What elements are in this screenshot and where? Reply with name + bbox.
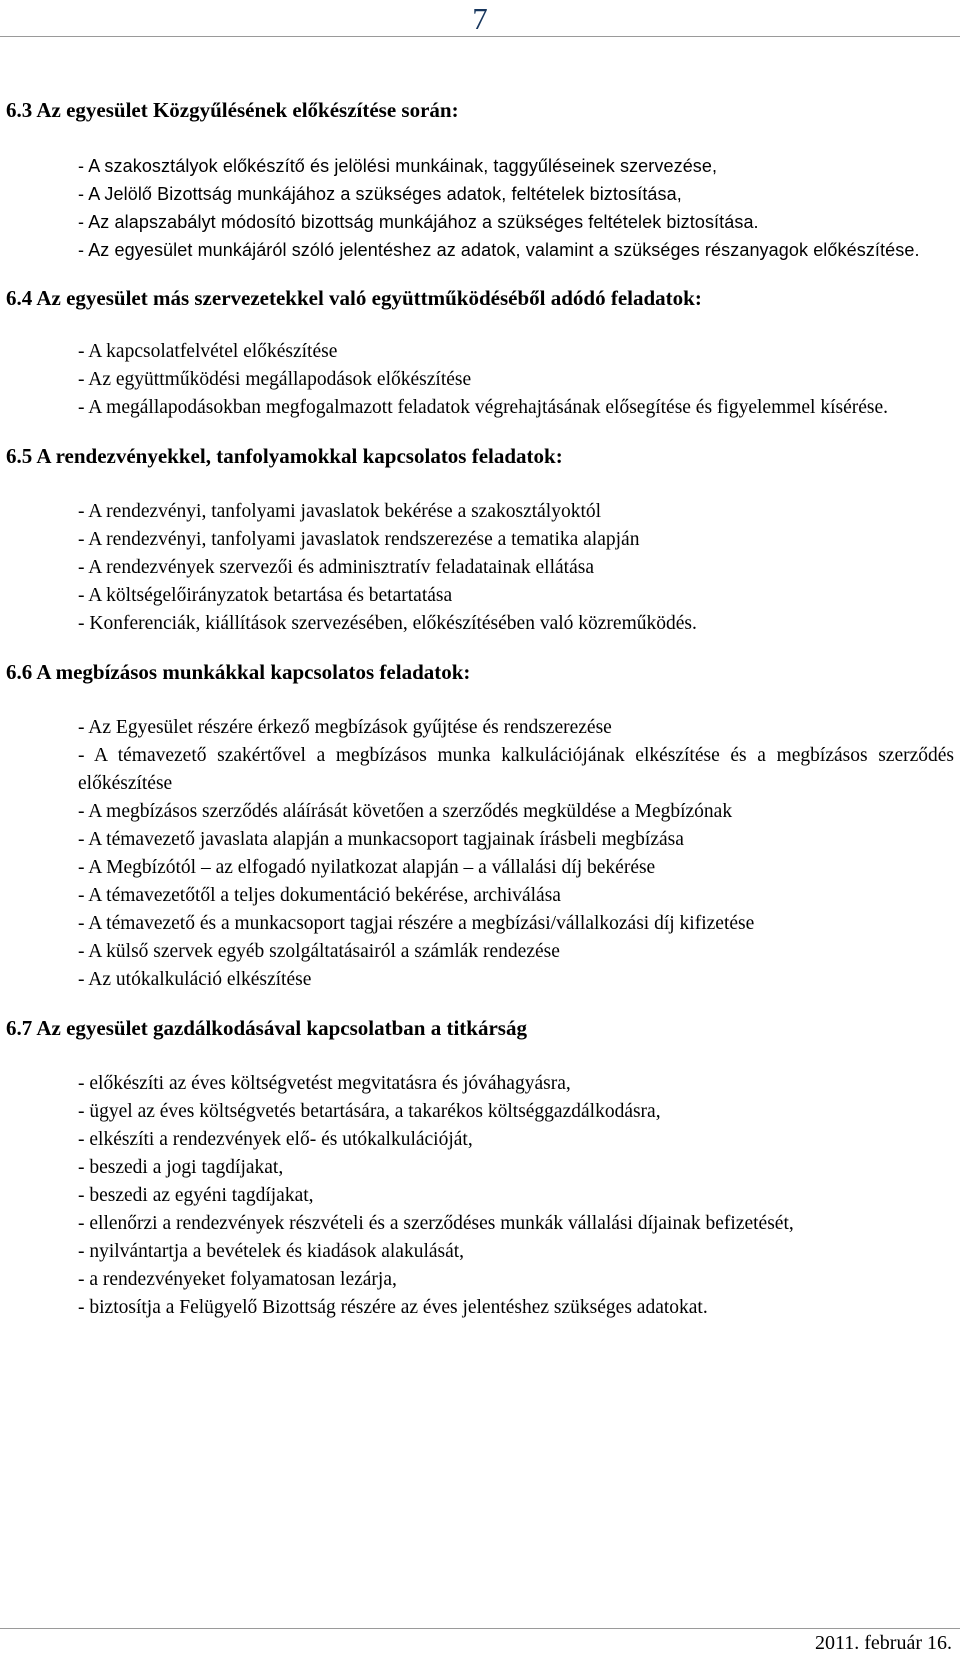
list-item: - Az utókalkuláció elkészítése: [78, 969, 312, 990]
list-item: - A témavezető javaslata alapján a munkacsoport tagjainak írásbeli megbízása: [78, 829, 684, 850]
list-item: - Az egyesület munkájáról szóló jelentéshez az adatok, valamint a szükséges részanyagok előkészítése.: [78, 240, 920, 260]
list-item: - a rendezvényeket folyamatosan lezárja,: [78, 1269, 397, 1290]
list-item: - A megbízásos szerződés aláírását követően a szerződés megküldése a Megbízónak: [78, 801, 733, 822]
list-item: - nyilvántartja a bevételek és kiadások alakulását,: [78, 1241, 465, 1262]
page-number: 7: [472, 1, 488, 36]
section-6-7: [6, 1014, 954, 1322]
list-item: - Konferenciák, kiállítások szervezésében, előkészítésében való közreműködés.: [78, 613, 697, 634]
list-item: - előkészíti az éves költségvetést megvitatásra és jóváhagyásra,: [78, 1073, 571, 1094]
section-6-6: [6, 658, 954, 994]
list-item: - A Jelölő Bizottság munkájához a szükséges adatok, feltételek biztosítása,: [78, 184, 682, 204]
section-6-3: [6, 96, 954, 264]
section-title: 6.5 A rendezvényekkel, tanfolyamokkal kapcsolatos feladatok:: [6, 444, 563, 468]
section-6-4: [6, 284, 954, 422]
list-item: - A témavezető és a munkacsoport tagjai részére a megbízási/vállalkozási díj kifizetése: [78, 913, 755, 934]
section-title: 6.4 Az egyesület más szervezetekkel való együttműködéséből adódó feladatok:: [6, 286, 702, 310]
list-item: - A rendezvényi, tanfolyami javaslatok bekérése a szakosztályoktól: [78, 501, 602, 522]
document-body: [6, 96, 954, 1342]
list-item: - Az alapszabályt módosító bizottság munkájához a szükséges feltételek biztosítása.: [78, 212, 759, 232]
section-6-5: [6, 442, 954, 638]
list-item: - Az együttműködési megállapodások előkészítése: [78, 369, 472, 390]
list-item: - A költségelőirányzatok betartása és betartatása: [78, 585, 453, 606]
section-title: 6.3 Az egyesület Közgyűlésének előkészítése során:: [6, 98, 459, 122]
header-divider: [0, 36, 960, 37]
list-item: - A kapcsolatfelvétel előkészítése: [78, 341, 338, 362]
list-item: - A rendezvényi, tanfolyami javaslatok rendszerezése a tematika alapján: [78, 529, 640, 550]
list-item: - biztosítja a Felügyelő Bizottság részére az éves jelentéshez szükséges adatokat.: [78, 1297, 708, 1318]
list-item: - Az Egyesület részére érkező megbízások gyűjtése és rendszerezése: [78, 717, 612, 738]
section-title: 6.6 A megbízásos munkákkal kapcsolatos feladatok:: [6, 660, 471, 684]
list-item: - A témavezető szakértővel a megbízásos munka kalkulációjának elkészítése és a megbízásos szerződés előkészítése: [78, 745, 954, 794]
list-item: - A témavezetőtől a teljes dokumentáció bekérése, archiválása: [78, 885, 561, 906]
list-item: - A megállapodásokban megfogalmazott feladatok végrehajtásának elősegítése és figyelemmel kísérése.: [78, 397, 889, 418]
list-item: - ügyel az éves költségvetés betartására, a takarékos költséggazdálkodásra,: [78, 1101, 661, 1122]
list-item: - A szakosztályok előkészítő és jelölési munkáinak, taggyűléseinek szervezése,: [78, 156, 718, 176]
list-item: - A külső szervek egyéb szolgáltatásairól a számlák rendezése: [78, 941, 560, 962]
list-item: - elkészíti a rendezvények elő- és utókalkulációját,: [78, 1129, 473, 1150]
section-title: 6.7 Az egyesület gazdálkodásával kapcsolatban a titkárság: [6, 1016, 527, 1040]
footer-date: 2011. február 16.: [815, 1632, 952, 1654]
list-item: - A Megbízótól – az elfogadó nyilatkozat alapján – a vállalási díj bekérése: [78, 857, 656, 878]
list-item: - A rendezvények szervezői és adminisztratív feladatainak ellátása: [78, 557, 594, 578]
list-item: - beszedi a jogi tagdíjakat,: [78, 1157, 284, 1178]
list-item: - beszedi az egyéni tagdíjakat,: [78, 1185, 314, 1206]
list-item: - ellenőrzi a rendezvények részvételi és a szerződéses munkák vállalási díjainak befizetését,: [78, 1213, 794, 1234]
